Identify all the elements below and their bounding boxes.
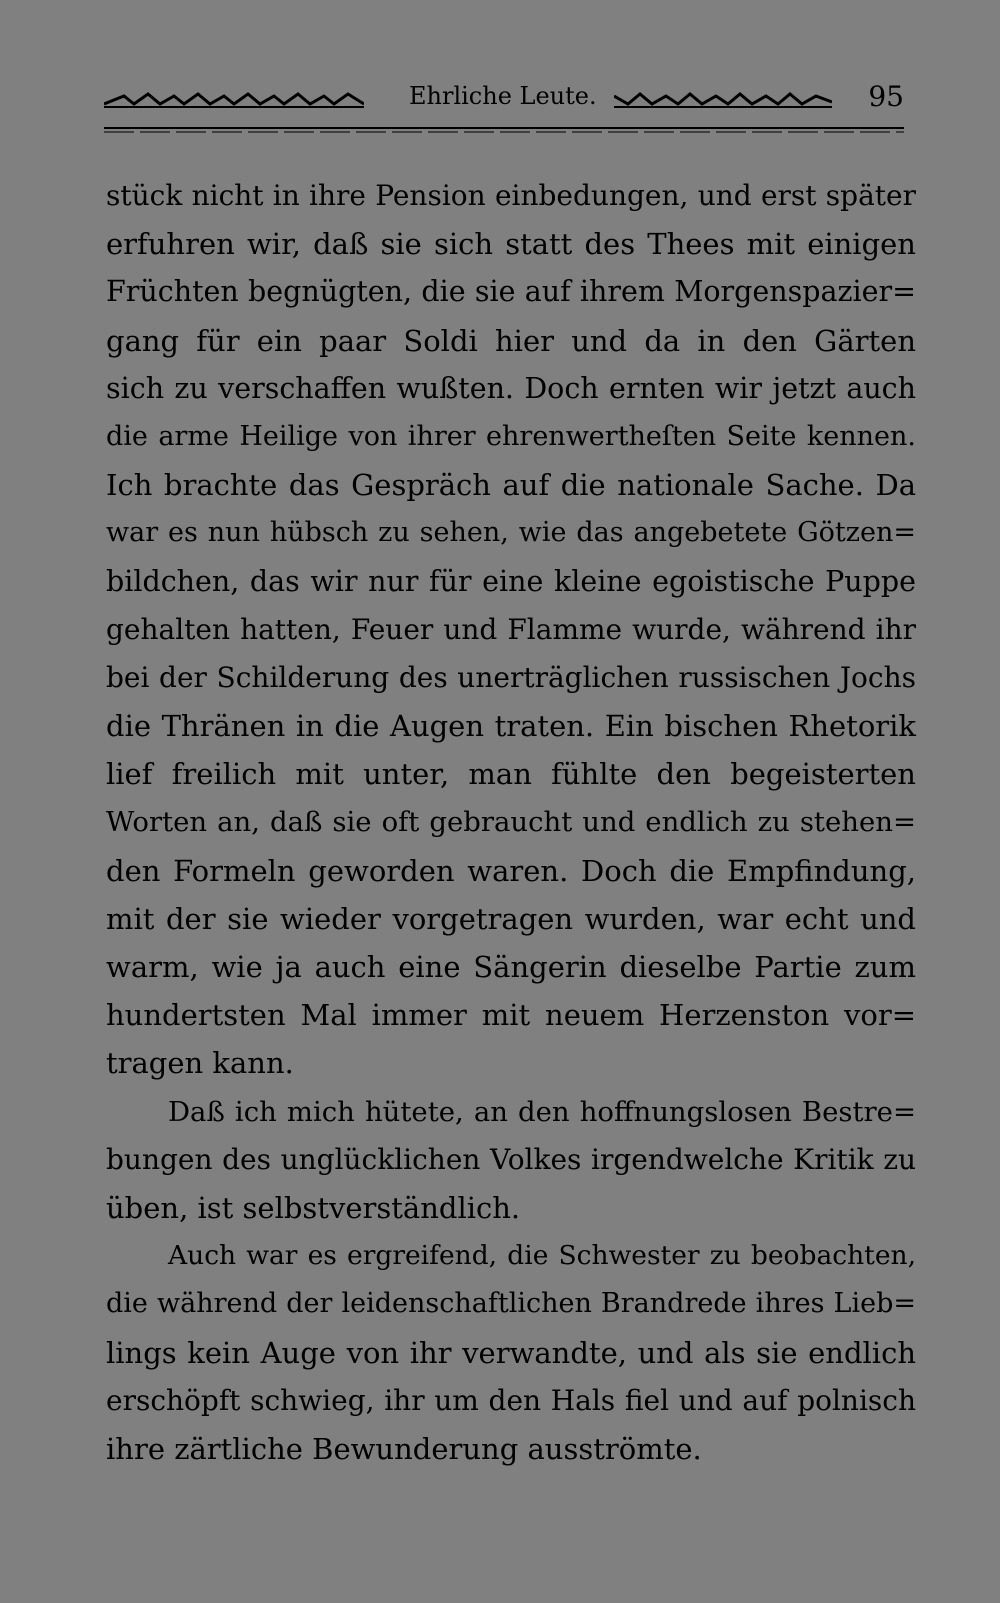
text-line: gehalten hatten, Feuer und Flamme wurde, während ihr <box>106 612 916 646</box>
right-ornament-icon <box>614 90 832 110</box>
text-line: bei der Schilderung des unerträglichen russischen Jochs <box>106 660 916 694</box>
running-header <box>104 78 904 118</box>
header-rule <box>104 126 904 134</box>
text-line: die Thränen in die Augen traten. Ein bischen Rhetorik <box>106 709 916 744</box>
text-line: gang für ein paar Soldi hier und da in den Gärten <box>106 323 916 358</box>
left-ornament-icon <box>104 90 364 110</box>
text-line: war es nun hübsch zu sehen, wie das angebetete Götzen= <box>106 517 916 549</box>
text-line: ihre zärtliche Bewunderung ausströmte. <box>106 1431 702 1466</box>
text-line: Früchten begnügten, die sie auf ihrem Morgenspazier= <box>106 275 916 309</box>
body-text <box>106 172 916 1473</box>
text-line: Ich brachte das Gespräch auf die nationale Sache. Da <box>106 468 916 503</box>
text-line: Auch war es ergreifend, die Schwester zu beobachten, <box>168 1240 916 1272</box>
text-line: stück nicht in ihre Pension einbedungen, und erst später <box>106 179 916 212</box>
text-line: sich zu verschaffen wußten. Doch ernten wir jetzt auch <box>106 371 916 405</box>
text-line: den Formeln geworden waren. Doch die Empfindung, <box>106 853 916 888</box>
text-line: lings kein Auge von ihr verwandte, und als sie endlich <box>106 1335 916 1370</box>
text-line: tragen kann. <box>106 1046 294 1081</box>
running-title: Ehrliche Leute. <box>409 82 597 110</box>
text-line: mit der sie wieder vorgetragen wurden, war echt und <box>106 901 916 936</box>
text-line: Daß ich mich hütete, an den hoffnungslosen Bestre= <box>168 1095 916 1128</box>
page-number: 95 <box>868 80 904 113</box>
text-line: lief freilich mit unter, man fühlte den begeisterten <box>106 757 916 792</box>
text-line: warm, wie ja auch eine Sängerin dieselbe Partie zum <box>106 950 916 984</box>
text-line: erfuhren wir, daß sie sich statt des Thees mit einigen <box>106 227 916 262</box>
text-line: üben, ist selbstverständlich. <box>106 1190 521 1225</box>
text-line: erschöpft schwieg, ihr um den Hals fiel und auf polnisch <box>106 1383 916 1417</box>
text-line: bildchen, das wir nur für eine kleine egoistische Puppe <box>106 564 916 598</box>
text-line: Worten an, daß sie oft gebraucht und endlich zu stehen= <box>106 806 916 839</box>
text-line: hundertsten Mal immer mit neuem Herzenston vor= <box>106 998 916 1033</box>
text-line: die arme Heilige von ihrer ehrenwertheſten Seite kennen. <box>106 420 916 452</box>
text-line: die während der leidenschaftlichen Brandrede ihres Lieb= <box>106 1288 916 1320</box>
text-line: bungen des unglücklichen Volkes irgendwelche Kritik zu <box>106 1142 916 1176</box>
